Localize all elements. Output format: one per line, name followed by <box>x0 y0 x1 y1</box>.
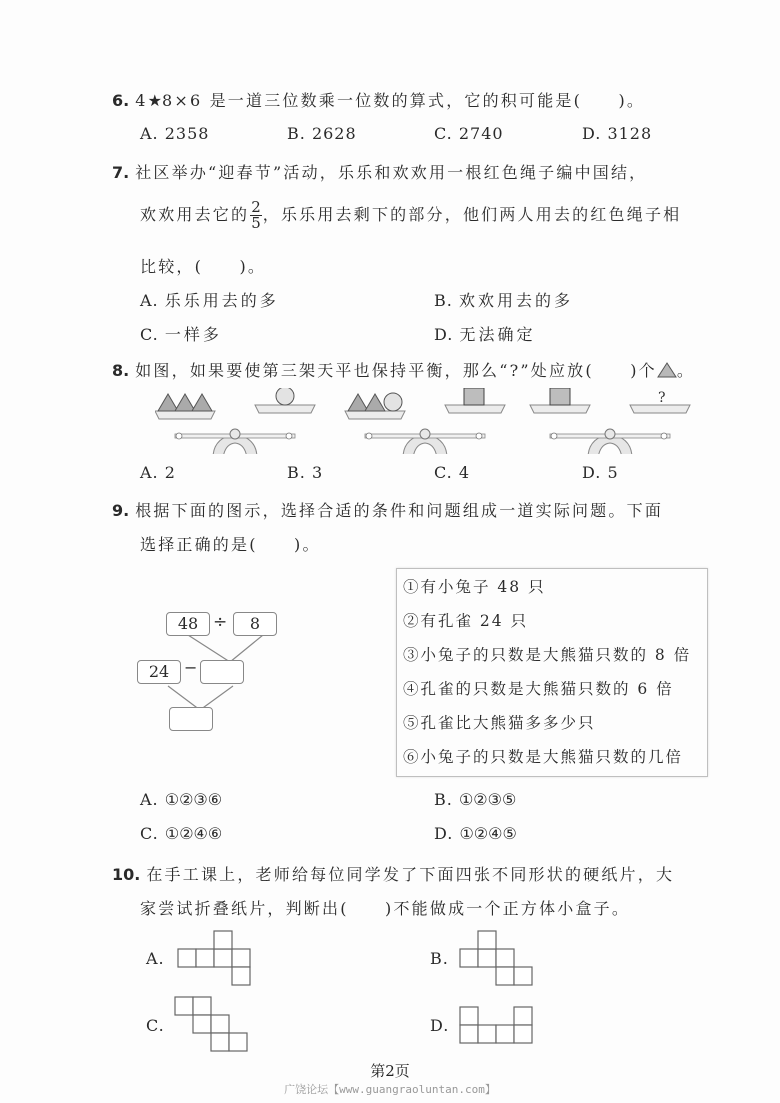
question-7-stem: 7. 社区举办“迎春节”活动，乐乐和欢欢用一根红色绳子编中国结， <box>112 163 648 182</box>
cube-net-a[interactable] <box>177 930 253 986</box>
option-c[interactable]: C. ①②④⑥ <box>140 824 223 843</box>
conditions-box <box>396 568 708 777</box>
page-number: 第2页 <box>370 1062 410 1080</box>
balance-1 <box>155 388 315 454</box>
question-number: 8. <box>112 361 130 380</box>
condition-4: ④孔雀的只数是大熊猫只数的 6 倍 <box>403 680 674 698</box>
option-c[interactable]: C. 一样多 <box>140 325 222 344</box>
question-9-line2: 选择正确的是( )。 <box>140 535 321 554</box>
option-c[interactable]: C. <box>146 1016 165 1035</box>
watermark: 广饶论坛【www.guangraoluntan.com】 <box>284 1083 496 1096</box>
question-6-stem: 6. 4★8×6 是一道三位数乘一位数的算式，它的积可能是( )。 <box>112 91 646 110</box>
triangle-icon <box>657 362 677 378</box>
question-10-stem: 10. 在手工课上，老师给每位同学发了下面四张不同形状的硬纸片，大 <box>112 865 675 884</box>
option-a[interactable]: A. ①②③⑥ <box>140 790 223 809</box>
cube-net-b[interactable] <box>459 930 535 986</box>
fraction: $\frac{2}{5}$ <box>251 198 261 232</box>
diagram-box-result <box>169 707 213 731</box>
condition-2: ②有孔雀 24 只 <box>403 612 529 630</box>
diagram-box-divisor: 8 <box>233 612 277 636</box>
question-8-stem: 8. 如图，如果要使第三架天平也保持平衡，那么“?”处应放( )个 。 <box>112 361 696 380</box>
question-7-line3: 比较，( )。 <box>140 257 267 276</box>
unknown-mark: ? <box>658 390 666 406</box>
balance-2 <box>345 388 505 454</box>
option-b[interactable]: B. 2628 <box>287 124 357 143</box>
diagram-box-dividend: 48 <box>166 612 210 636</box>
condition-1: ①有小兔子 48 只 <box>403 578 546 596</box>
question-9-stem: 9. 根据下面的图示，选择合适的条件和问题组成一道实际问题。下面 <box>112 501 664 520</box>
star-icon: ★ <box>147 91 162 110</box>
option-a[interactable]: A. <box>146 949 165 968</box>
option-d[interactable]: D. 3128 <box>582 124 653 143</box>
question-number: 6. <box>112 91 130 110</box>
option-c[interactable]: C. 4 <box>434 463 471 482</box>
question-number: 7. <box>112 163 130 182</box>
option-c[interactable]: C. 2740 <box>434 124 504 143</box>
question-number: 9. <box>112 501 130 520</box>
divide-sign: ÷ <box>213 612 228 632</box>
balance-scales-figure <box>155 388 715 454</box>
question-10-line2: 家尝试折叠纸片，判断出( )不能做成一个正方体小盒子。 <box>140 899 631 918</box>
option-a[interactable]: A. 2358 <box>140 124 210 143</box>
option-d[interactable]: D. <box>430 1016 450 1035</box>
option-b[interactable]: B. 欢欢用去的多 <box>434 291 573 310</box>
condition-6: ⑥小兔子的只数是大熊猫只数的几倍 <box>403 748 684 766</box>
option-a[interactable]: A. 2 <box>140 463 176 482</box>
diagram-box-quotient <box>200 660 244 684</box>
condition-5: ⑤孔雀比大熊猫多多少只 <box>403 714 596 732</box>
question-number: 10. <box>112 865 141 884</box>
option-b[interactable]: B. ①②③⑤ <box>434 790 517 809</box>
condition-3: ③小兔子的只数是大熊猫只数的 8 倍 <box>403 646 692 664</box>
balance-3 <box>530 388 690 454</box>
minus-sign: − <box>184 658 198 677</box>
cube-net-c[interactable] <box>174 996 250 1052</box>
cube-net-d[interactable] <box>459 1006 535 1046</box>
option-b[interactable]: B. 3 <box>287 463 324 482</box>
option-a[interactable]: A. 乐乐用去的多 <box>140 291 279 310</box>
option-d[interactable]: D. 5 <box>582 463 619 482</box>
option-b[interactable]: B. <box>430 949 449 968</box>
option-d[interactable]: D. 无法确定 <box>434 325 536 344</box>
question-7-line2: 欢欢用去它的 $\frac{2}{5}$ ，乐乐用去剩下的部分，他们两人用去的红色绳子相 <box>140 198 682 232</box>
option-d[interactable]: D. ①②④⑤ <box>434 824 517 843</box>
diagram-box-minuend: 24 <box>137 660 181 684</box>
